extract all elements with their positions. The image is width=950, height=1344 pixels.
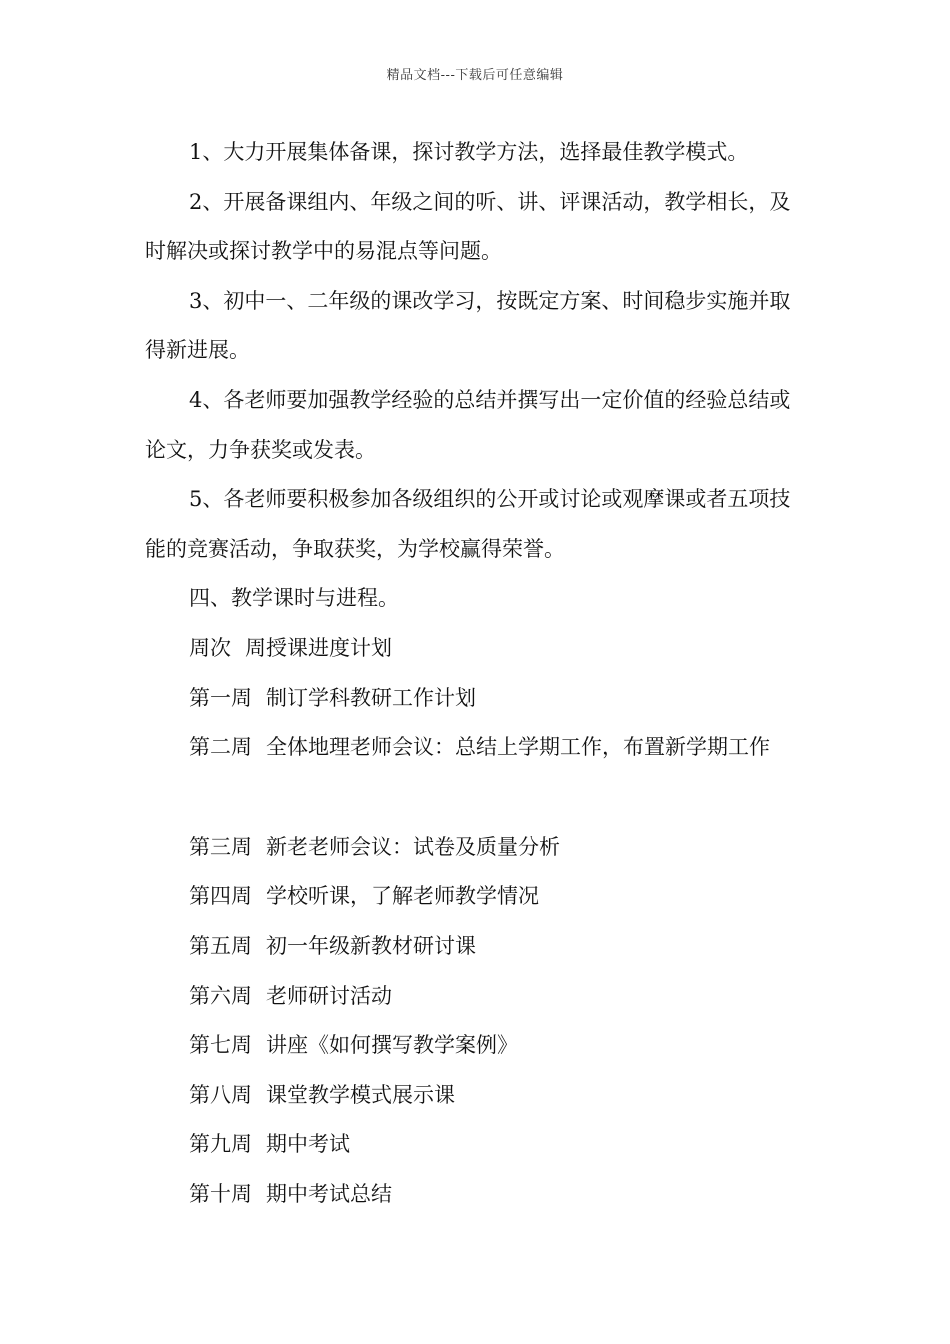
schedule-plan: 期中考试总结 [266,1181,392,1206]
schedule-row [145,1170,810,1220]
schedule-plan: 新老老师会议：试卷及质量分析 [266,834,560,859]
schedule-row [145,723,810,773]
schedule-header [145,624,810,674]
schedule-week: 第四周 [189,884,252,909]
schedule-plan: 老师研讨活动 [266,983,392,1008]
schedule-row [145,872,810,922]
schedule-week: 第一周 [189,685,252,710]
schedule-plan: 初一年级新教材研讨课 [266,933,476,958]
paragraph-5: 5、各老师要积极参加各级组织的公开或讨论或观摩课或者五项技能的竞赛活动，争取获奖，为学校赢得荣誉。 [145,487,791,561]
schedule-week: 第五周 [189,933,252,958]
schedule-plan: 课堂教学模式展示课 [266,1082,455,1107]
schedule-row [145,823,810,873]
schedule-row [145,1021,810,1071]
schedule-week: 第九周 [189,1132,252,1157]
schedule-week: 第十周 [189,1181,252,1206]
schedule-week: 第二周 [189,735,252,760]
paragraph-2: 2、开展备课组内、年级之间的听、讲、评课活动，教学相长，及时解决或探讨教学中的易混点等问题。 [145,189,791,264]
schedule-row [145,1071,810,1121]
schedule-header-week: 周次 [189,635,231,660]
schedule-header-plan: 周授课进度计划 [245,635,392,660]
paragraph-4: 4、各老师要加强教学经验的总结并撰写出一定价值的经验总结或论文，力争获奖或发表。 [145,387,791,462]
paragraph-3: 3、初中一、二年级的课改学习，按既定方案、时间稳步实施并取得新进展。 [145,288,791,363]
schedule-plan: 讲座《如何撰写教学案例》 [266,1033,518,1058]
schedule-row [145,1120,810,1170]
schedule-week: 第三周 [189,834,252,859]
schedule-plan: 期中考试 [266,1132,350,1157]
document-body [145,128,810,1219]
section-heading: 四、教学课时与进程。 [189,586,399,611]
schedule-plan: 全体地理老师会议：总结上学期工作，布置新学期工作 [266,735,770,760]
schedule-row [145,972,810,1022]
schedule-week: 第八周 [189,1082,252,1107]
schedule-week: 第七周 [189,1033,252,1058]
schedule-week: 第六周 [189,983,252,1008]
schedule-row [145,674,810,724]
schedule-plan: 制订学科教研工作计划 [266,685,476,710]
schedule-row [145,922,810,972]
paragraph-1: 1、大力开展集体备课，探讨教学方法，选择最佳教学模式。 [189,140,749,164]
blank-line [145,773,810,823]
page-header: 精品文档---下载后可任意编辑 [386,68,564,83]
schedule-plan: 学校听课，了解老师教学情况 [266,884,539,909]
